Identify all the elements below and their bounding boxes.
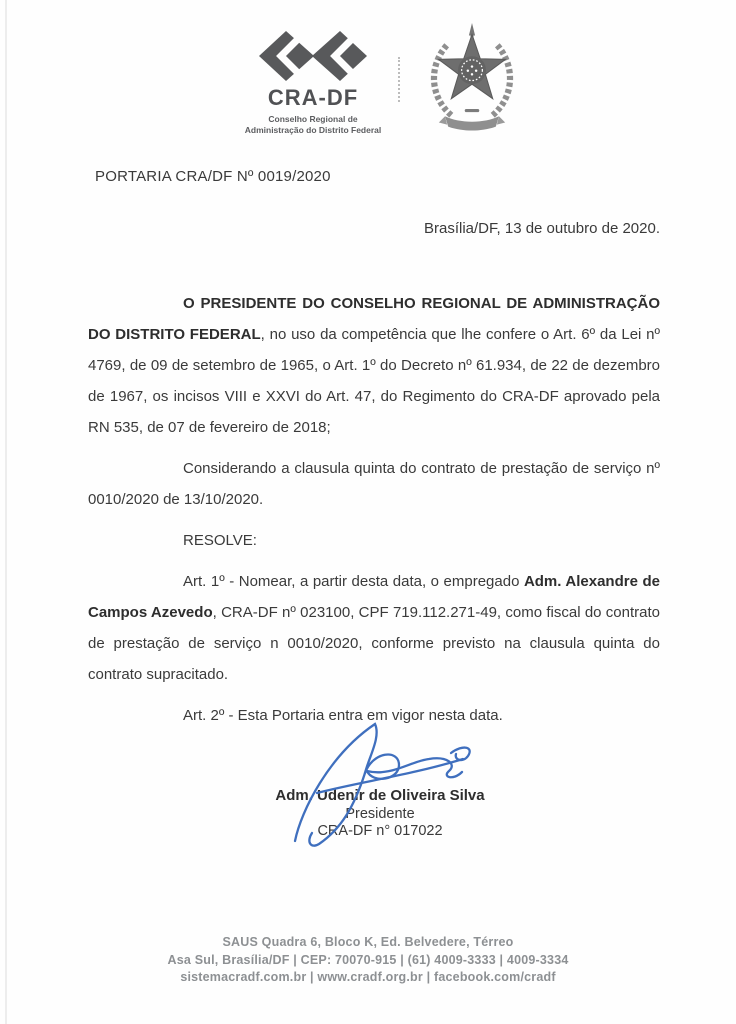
logo-subtitle-line1: Conselho Regional de (268, 114, 358, 124)
text-segment: , CRA-DF nº 023100, CPF 719.112.271-49, como fiscal do contrato de prestação de serviço n 0010/2020, conforme previsto na clausula quinta do contrato supracitado. (88, 604, 660, 683)
signatory-title: Presidente (345, 806, 415, 822)
header-dotted-divider (398, 57, 400, 102)
text-segment: , no uso da competência que lhe confere o Art. 6º da Lei nº 4769, de 09 de setembro de 1965, o Art. 1º do Decreto nº 61.934, de 22 de dezembro de 1967, os incisos VIII e XXVI do Art. 47, do Regimento do CRA-DF aprovado pela RN 535, de 07 de fevereiro de 2018; (88, 326, 660, 436)
text-segment: Art. 2º - Esta Portaria entra em vigor nesta data. (183, 707, 503, 724)
logo-subtitle (237, 114, 389, 136)
logo-acronym: CRA-DF (267, 85, 359, 110)
body-paragraph (88, 453, 660, 515)
body-paragraph (88, 288, 660, 443)
cra-df-logo (237, 30, 389, 136)
body-paragraph (88, 525, 660, 556)
text-segment: Art. 1º - Nomear, a partir desta data, o empregado (183, 573, 524, 590)
footer-address-line: SAUS Quadra 6, Bloco K, Ed. Belvedere, Térreo (222, 935, 514, 949)
letterhead (0, 0, 736, 150)
document-dateline: Brasília/DF, 13 de outubro de 2020. (424, 220, 660, 237)
bold-text-segment: Adm. Alexandre de Campos Azevedo (88, 573, 660, 621)
brazil-coat-of-arms-icon (420, 22, 524, 136)
document-reference: PORTARIA CRA/DF Nº 0019/2020 (95, 168, 331, 185)
signatory-name: Adm. Udenir de Oliveira Silva (275, 787, 485, 804)
text-segment: RESOLVE: (183, 532, 257, 549)
cra-df-logo-mark-icon (258, 30, 368, 82)
footer (0, 934, 736, 987)
signatory-registration: CRA-DF n° 017022 (317, 823, 443, 839)
footer-contact-line: Asa Sul, Brasília/DF | CEP: 70070-915 | (61) 4009-3333 | 4009-3334 (167, 952, 569, 967)
bold-text-segment: O PRESIDENTE DO CONSELHO REGIONAL DE ADMINISTRAÇÃO DO DISTRITO FEDERAL (88, 295, 660, 343)
signature-block (255, 715, 505, 839)
body-paragraph (88, 566, 660, 690)
document-body (88, 288, 660, 741)
scan-artifact-line (5, 0, 7, 1024)
logo-subtitle-line2: Administração do Distrito Federal (244, 125, 382, 135)
footer-web-line: sistemacradf.com.br | www.cradf.org.br | facebook.com/cradf (180, 970, 556, 984)
text-segment: Considerando a clausula quinta do contrato de prestação de serviço nº 0010/2020 de 13/10/2020. (88, 460, 660, 508)
